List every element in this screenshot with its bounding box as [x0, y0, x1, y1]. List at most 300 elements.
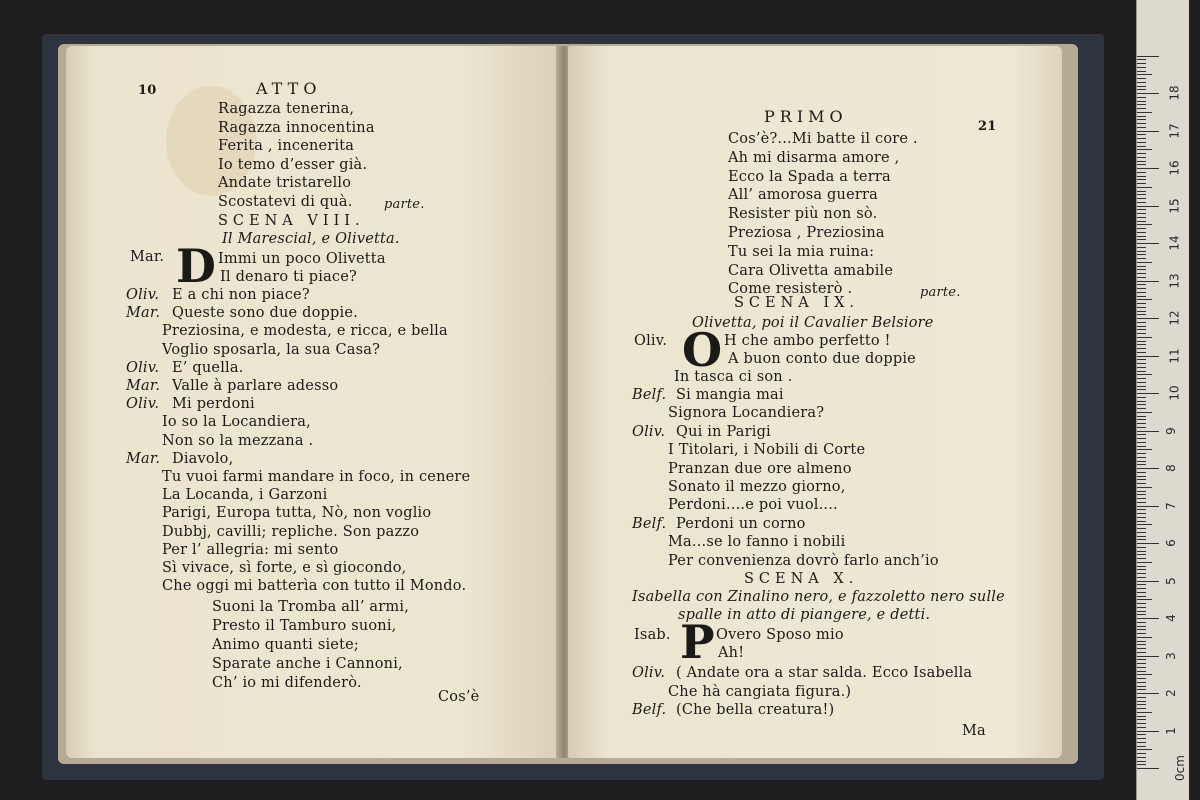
- ruler-tick: [1137, 389, 1146, 390]
- ruler-tick: [1137, 183, 1146, 184]
- ruler-tick: [1137, 449, 1152, 450]
- scene-characters: Isabella con Zinalino nero, e fazzoletto nero sulle: [632, 589, 1005, 605]
- verse-line: Suoni la Tromba all’ armi,: [212, 599, 410, 615]
- ruler-tick: [1137, 236, 1146, 237]
- ruler-tick: [1137, 97, 1146, 98]
- speaker-name: Belf.: [632, 702, 667, 718]
- ruler-tick: [1137, 123, 1146, 124]
- dialogue-line: Overo Sposo mio: [716, 627, 844, 643]
- dialogue-line: Tu vuoi farmi mandare in foco, in cenere: [162, 469, 471, 485]
- ruler-tick: [1137, 341, 1146, 342]
- ruler-number: 7: [1163, 501, 1178, 510]
- dialogue-line: Per l’ allegria: mi sento: [162, 541, 339, 558]
- dialogue-line: Queste sono due doppie.: [172, 305, 358, 322]
- ruler-tick: [1137, 427, 1146, 428]
- ruler-tick: [1137, 74, 1152, 75]
- dialogue-line: Parigi, Europa tutta, Nò, non voglio: [162, 505, 432, 522]
- verse-line: Ecco la Spada a terra: [728, 168, 891, 185]
- ruler-tick: [1137, 686, 1146, 687]
- dialogue-line: Dubbj, cavilli; repliche. Son pazzo: [162, 523, 420, 540]
- ruler-tick: [1137, 412, 1152, 413]
- ruler-tick: [1137, 502, 1146, 503]
- ruler-tick: [1137, 89, 1146, 90]
- ruler-tick: [1137, 528, 1146, 529]
- ruler-tick: [1137, 363, 1146, 364]
- ruler-number: 9: [1163, 426, 1178, 435]
- ruler-tick: [1137, 206, 1159, 207]
- ruler-number: 2: [1163, 689, 1178, 697]
- ruler-tick: [1137, 266, 1146, 267]
- verse-line: Io temo d’esser già.: [218, 156, 368, 173]
- ruler-tick: [1137, 314, 1146, 315]
- ruler-tick: [1137, 168, 1159, 169]
- ruler-tick: [1137, 446, 1146, 447]
- verse-line: Andate tristarello: [218, 175, 352, 191]
- speaker-name: Isab.: [634, 627, 671, 643]
- dialogue-line: Ma...se lo fanno i nobili: [668, 534, 846, 551]
- ruler-tick: [1137, 153, 1146, 154]
- ruler-tick: [1137, 738, 1146, 739]
- page-number: 10: [138, 83, 157, 98]
- ruler-tick: [1137, 584, 1146, 585]
- ruler-tick: [1137, 93, 1159, 94]
- ruler-tick: [1137, 292, 1146, 293]
- ruler-tick: [1137, 149, 1152, 150]
- ruler-tick: [1137, 401, 1146, 402]
- speaker-name: Belf.: [632, 387, 667, 403]
- ruler-tick: [1137, 618, 1159, 619]
- verse-line: Ragazza innocentina: [218, 119, 375, 136]
- ruler-tick: [1137, 134, 1146, 135]
- ruler-tick: [1137, 243, 1159, 244]
- verse-line: Ch’ io mi difenderò.: [212, 675, 362, 691]
- ruler-tick: [1137, 588, 1146, 589]
- ruler-tick: [1137, 483, 1146, 484]
- ruler-tick: [1137, 633, 1146, 634]
- speaker-name: Oliv.: [632, 423, 666, 440]
- dialogue-line: Pranzan due ore almeno: [668, 460, 852, 477]
- dialogue-line: A buon conto due doppie: [728, 351, 916, 367]
- drop-cap: D: [176, 239, 216, 293]
- ruler-tick: [1137, 382, 1146, 383]
- ruler-tick: [1137, 719, 1146, 720]
- ruler-tick: [1137, 693, 1159, 694]
- dialogue-line: Che hà cangiata figura.): [668, 683, 852, 700]
- ruler-number: 13: [1167, 272, 1182, 289]
- dialogue-line: Che oggi mi batterìa con tutto il Mondo.: [162, 578, 467, 595]
- ruler-tick: [1137, 56, 1159, 57]
- dialogue-line: Mi perdoni: [172, 396, 255, 413]
- scene-heading: SCENA X.: [744, 571, 859, 587]
- ruler-tick: [1137, 329, 1146, 330]
- ruler-tick: [1137, 731, 1159, 732]
- stage-direction: parte.: [384, 197, 425, 212]
- ruler-tick: [1137, 442, 1146, 443]
- ruler-tick: [1137, 393, 1159, 394]
- ruler-tick: [1137, 757, 1146, 758]
- ruler-tick: [1137, 247, 1146, 248]
- ruler-tick: [1137, 491, 1146, 492]
- ruler-tick: [1137, 131, 1159, 132]
- dialogue-line: Sì vivace, sì forte, e sì giocondo,: [162, 560, 407, 576]
- drop-cap: P: [680, 615, 715, 669]
- ruler-tick: [1137, 573, 1146, 574]
- verse-line: Come resisterò .: [728, 281, 853, 298]
- ruler-tick: [1137, 224, 1152, 225]
- ruler-tick: [1137, 607, 1146, 608]
- verse-line: Animo quanti siete;: [212, 637, 359, 653]
- ruler-number: 6: [1163, 539, 1178, 547]
- dialogue-line: Ah!: [718, 645, 745, 661]
- dialogue-line: ( Andate ora a star salda. Ecco Isabella: [676, 665, 973, 681]
- ruler-tick: [1137, 461, 1146, 462]
- ruler-tick: [1137, 727, 1146, 728]
- dialogue-line: Perdoni un corno: [676, 515, 806, 532]
- ruler-tick: [1137, 281, 1159, 282]
- verse-line: Ragazza tenerina,: [218, 101, 355, 117]
- scene-heading: SCENA IX.: [734, 295, 860, 311]
- ruler-tick: [1137, 524, 1152, 525]
- ruler-tick: [1137, 453, 1146, 454]
- dialogue-line: Immi un poco Olivetta: [218, 251, 386, 267]
- ruler-tick: [1137, 656, 1159, 657]
- ruler-tick: [1137, 408, 1146, 409]
- verse-line: Tu sei la mia ruina:: [728, 243, 875, 260]
- ruler-tick: [1137, 187, 1152, 188]
- ruler-number: 18: [1167, 85, 1182, 101]
- stage-direction: parte.: [920, 285, 961, 300]
- ruler-tick: [1137, 337, 1152, 338]
- ruler-tick: [1137, 172, 1146, 173]
- ruler-tick: [1137, 637, 1152, 638]
- catchword: Cos’è: [438, 689, 480, 705]
- verse-line: Ah mi disarma amore ,: [728, 149, 900, 166]
- ruler-tick: [1137, 254, 1146, 255]
- ruler-tick: [1137, 723, 1146, 724]
- ruler-tick: [1137, 626, 1146, 627]
- ruler-tick: [1137, 551, 1146, 552]
- ruler-tick: [1137, 434, 1146, 435]
- ruler-tick: [1137, 689, 1146, 690]
- dialogue-line: In tasca ci son .: [674, 369, 793, 385]
- dialogue-line: Non so la mezzana .: [162, 432, 314, 449]
- ruler-tick: [1137, 543, 1159, 544]
- ruler-number: 10: [1167, 385, 1182, 401]
- ruler-number: 8: [1163, 464, 1178, 472]
- ruler-tick: [1137, 108, 1146, 109]
- ruler-tick: [1137, 464, 1146, 465]
- running-header: PRIMO: [764, 107, 848, 126]
- ruler-tick: [1137, 768, 1159, 769]
- ruler-tick: [1137, 671, 1146, 672]
- speaker-name: Oliv.: [632, 665, 666, 681]
- ruler-tick: [1137, 101, 1146, 102]
- ruler-tick: [1137, 262, 1152, 263]
- ruler-tick: [1137, 517, 1146, 518]
- ruler-tick: [1137, 592, 1146, 593]
- ruler-tick: [1137, 678, 1146, 679]
- ruler-tick: [1137, 352, 1146, 353]
- ruler-tick: [1137, 303, 1146, 304]
- speaker-name: Oliv.: [126, 359, 160, 376]
- speaker-name: Oliv.: [126, 396, 160, 413]
- ruler-tick: [1137, 532, 1146, 533]
- ruler-tick: [1137, 311, 1146, 312]
- ruler-tick: [1137, 764, 1146, 765]
- dialogue-line: Perdoni....e poi vuol....: [668, 497, 838, 514]
- dialogue-line: Sonato il mezzo giorno,: [668, 479, 846, 495]
- ruler-tick: [1137, 487, 1152, 488]
- ruler-tick: [1137, 359, 1146, 360]
- ruler-tick: [1137, 284, 1146, 285]
- ruler-tick: [1137, 513, 1146, 514]
- right-page: [568, 46, 1062, 758]
- ruler-tick: [1137, 742, 1146, 743]
- ruler-tick: [1137, 397, 1146, 398]
- ruler-tick: [1137, 322, 1146, 323]
- ruler-tick: [1137, 558, 1146, 559]
- ruler-tick: [1137, 307, 1146, 308]
- ruler-tick: [1137, 682, 1146, 683]
- ruler-tick: [1137, 127, 1146, 128]
- ruler-tick: [1137, 277, 1146, 278]
- ruler-number: 3: [1163, 651, 1178, 660]
- ruler-tick: [1137, 374, 1152, 375]
- dialogue-line: Per convenienza dovrò farlo anch’io: [668, 552, 939, 569]
- ruler-tick: [1137, 599, 1152, 600]
- scene-characters: spalle in atto di piangere, e detti.: [678, 607, 931, 623]
- ruler-tick: [1137, 468, 1159, 469]
- speaker-name: Oliv.: [634, 333, 668, 349]
- ruler-tick: [1137, 191, 1146, 192]
- ruler-tick: [1137, 71, 1146, 72]
- ruler-tick: [1137, 746, 1146, 747]
- dialogue-line: Preziosina, e modesta, e ricca, e bella: [162, 323, 448, 340]
- ruler-tick: [1137, 386, 1146, 387]
- ruler-tick: [1137, 603, 1146, 604]
- speaker-name: Mar.: [126, 305, 161, 322]
- scene-heading: SCENA VIII.: [218, 213, 365, 229]
- ruler-tick: [1137, 164, 1146, 165]
- ruler-number: 15: [1167, 197, 1182, 214]
- ruler-tick: [1137, 273, 1146, 274]
- ruler-number: 5: [1163, 576, 1178, 585]
- ruler-tick: [1137, 641, 1146, 642]
- ruler-tick: [1137, 251, 1146, 252]
- ruler-tick: [1137, 536, 1146, 537]
- ruler-tick: [1137, 202, 1146, 203]
- dialogue-line: H che ambo perfetto !: [724, 333, 891, 349]
- measuring-ruler: [1136, 0, 1189, 800]
- ruler-tick: [1137, 712, 1152, 713]
- ruler-tick: [1137, 416, 1146, 417]
- dialogue-line: I Titolari, i Nobili di Corte: [668, 442, 866, 459]
- ruler-tick: [1137, 734, 1146, 735]
- ruler-tick: [1137, 521, 1146, 522]
- speaker-name: Mar.: [126, 378, 161, 394]
- dialogue-line: La Locanda, i Garzoni: [162, 487, 328, 504]
- verse-line: Resister più non sò.: [728, 206, 878, 223]
- dialogue-line: Diavolo,: [172, 450, 234, 467]
- ruler-tick: [1137, 194, 1146, 195]
- ruler-number: 17: [1167, 122, 1182, 139]
- verse-line: Preziosa , Preziosina: [728, 225, 885, 241]
- ruler-tick: [1137, 562, 1152, 563]
- ruler-tick: [1137, 509, 1146, 510]
- ruler-tick: [1137, 258, 1146, 259]
- speaker-name: Mar.: [126, 450, 161, 467]
- ruler-tick: [1137, 326, 1146, 327]
- ruler-tick: [1137, 577, 1146, 578]
- ruler-tick: [1137, 674, 1152, 675]
- ruler-tick: [1137, 209, 1146, 210]
- speaker-name: Belf.: [632, 515, 667, 532]
- drop-cap: O: [682, 323, 723, 377]
- ruler-tick: [1137, 333, 1146, 334]
- page-number: 21: [978, 119, 997, 134]
- ruler-number: 14: [1167, 235, 1182, 251]
- ruler-number: 12: [1167, 310, 1182, 326]
- speaker-name: Oliv.: [126, 287, 160, 303]
- ruler-tick: [1137, 476, 1146, 477]
- ruler-tick: [1137, 547, 1146, 548]
- dialogue-line: Qui in Parigi: [676, 423, 771, 440]
- dialogue-line: (Che bella creatura!): [676, 702, 835, 718]
- ruler-tick: [1137, 232, 1146, 233]
- ruler-tick: [1137, 142, 1146, 143]
- ruler-tick: [1137, 213, 1146, 214]
- ruler-number: 1: [1163, 726, 1178, 735]
- ruler-tick: [1137, 479, 1146, 480]
- ruler-tick: [1137, 378, 1146, 379]
- ruler-tick: [1137, 566, 1146, 567]
- ruler-tick: [1137, 423, 1146, 424]
- ruler-tick: [1137, 78, 1146, 79]
- ruler-tick: [1137, 228, 1146, 229]
- ruler-tick: [1137, 138, 1146, 139]
- ruler-tick: [1137, 611, 1146, 612]
- running-header: ATTO: [256, 79, 322, 98]
- ruler-tick: [1137, 269, 1146, 270]
- ruler-tick: [1137, 119, 1146, 120]
- ruler-tick: [1137, 367, 1146, 368]
- ruler-tick: [1137, 344, 1146, 345]
- ruler-tick: [1137, 622, 1146, 623]
- verse-line: All’ amorosa guerra: [728, 187, 878, 204]
- ruler-tick: [1137, 697, 1146, 698]
- ruler-tick: [1137, 404, 1146, 405]
- ruler-tick: [1137, 82, 1146, 83]
- verse-line: Sparate anche i Cannoni,: [212, 656, 403, 672]
- ruler-tick: [1137, 663, 1146, 664]
- ruler-tick: [1137, 116, 1146, 117]
- ruler-tick: [1137, 176, 1146, 177]
- ruler-tick: [1137, 318, 1159, 319]
- verse-line: Ferita , incenerita: [218, 138, 355, 154]
- ruler-tick: [1137, 648, 1146, 649]
- catchword: Ma: [962, 723, 986, 739]
- ruler-tick: [1137, 554, 1146, 555]
- verse-line: Cos’è?...Mi batte il core .: [728, 131, 918, 147]
- ruler-tick: [1137, 704, 1146, 705]
- ruler-tick: [1137, 239, 1146, 240]
- verse-line: Presto il Tamburo suoni,: [212, 618, 397, 634]
- dialogue-line: Si mangia mai: [676, 387, 784, 403]
- ruler-tick: [1137, 539, 1146, 540]
- scene-characters: Olivetta, poi il Cavalier Belsiore: [692, 315, 934, 331]
- ruler-tick: [1137, 652, 1146, 653]
- dialogue-line: E’ quella.: [172, 359, 244, 376]
- ruler-tick: [1137, 716, 1146, 717]
- ruler-tick: [1137, 221, 1146, 222]
- ruler-tick: [1137, 457, 1146, 458]
- ruler-tick: [1137, 104, 1146, 105]
- dialogue-line: Signora Locandiera?: [668, 405, 825, 422]
- dialogue-line: E a chi non piace?: [172, 287, 310, 303]
- ruler-tick: [1137, 198, 1146, 199]
- dialogue-line: Voglio sposarla, la sua Casa?: [162, 341, 381, 358]
- ruler-number: 4: [1163, 614, 1178, 622]
- ruler-tick: [1137, 761, 1146, 762]
- ruler-tick: [1137, 614, 1146, 615]
- ruler-tick: [1137, 299, 1152, 300]
- ruler-tick: [1137, 438, 1146, 439]
- ruler-tick: [1137, 112, 1152, 113]
- ruler-tick: [1137, 472, 1146, 473]
- ruler-tick: [1137, 86, 1146, 87]
- verse-line: Scostatevi di quà.: [218, 193, 353, 210]
- ruler-tick: [1137, 348, 1146, 349]
- ruler-number: 0cm: [1172, 755, 1187, 781]
- ruler-number: 16: [1167, 160, 1182, 176]
- ruler-tick: [1137, 659, 1146, 660]
- ruler-tick: [1137, 667, 1146, 668]
- ruler-tick: [1137, 179, 1146, 180]
- ruler-tick: [1137, 67, 1146, 68]
- ruler-tick: [1137, 749, 1152, 750]
- ruler-tick: [1137, 288, 1146, 289]
- dialogue-line: Il denaro ti piace?: [220, 269, 358, 285]
- ruler-tick: [1137, 419, 1146, 420]
- scene-characters: Il Marescial, e Olivetta.: [222, 231, 400, 247]
- verse-line: Cara Olivetta amabile: [728, 262, 894, 279]
- ruler-tick: [1137, 217, 1146, 218]
- speaker-name: Mar.: [130, 249, 165, 265]
- ruler-tick: [1137, 161, 1146, 162]
- ruler-tick: [1137, 371, 1146, 372]
- ruler-tick: [1137, 569, 1146, 570]
- ruler-tick: [1137, 629, 1146, 630]
- ruler-tick: [1137, 498, 1146, 499]
- ruler-tick: [1137, 157, 1146, 158]
- left-page: [66, 46, 560, 758]
- ruler-tick: [1137, 63, 1146, 64]
- ruler-tick: [1137, 596, 1146, 597]
- ruler-tick: [1137, 644, 1146, 645]
- ruler-tick: [1137, 753, 1146, 754]
- ruler-tick: [1137, 431, 1159, 432]
- ruler-tick: [1137, 701, 1146, 702]
- ruler-tick: [1137, 506, 1159, 507]
- ruler-tick: [1137, 296, 1146, 297]
- ruler-tick: [1137, 494, 1146, 495]
- ruler-tick: [1137, 59, 1146, 60]
- ruler-tick: [1137, 581, 1159, 582]
- dialogue-line: Valle à parlare adesso: [172, 378, 339, 394]
- dialogue-line: Io so la Locandiera,: [162, 414, 311, 431]
- ruler-number: 11: [1167, 347, 1182, 364]
- ruler-tick: [1137, 146, 1146, 147]
